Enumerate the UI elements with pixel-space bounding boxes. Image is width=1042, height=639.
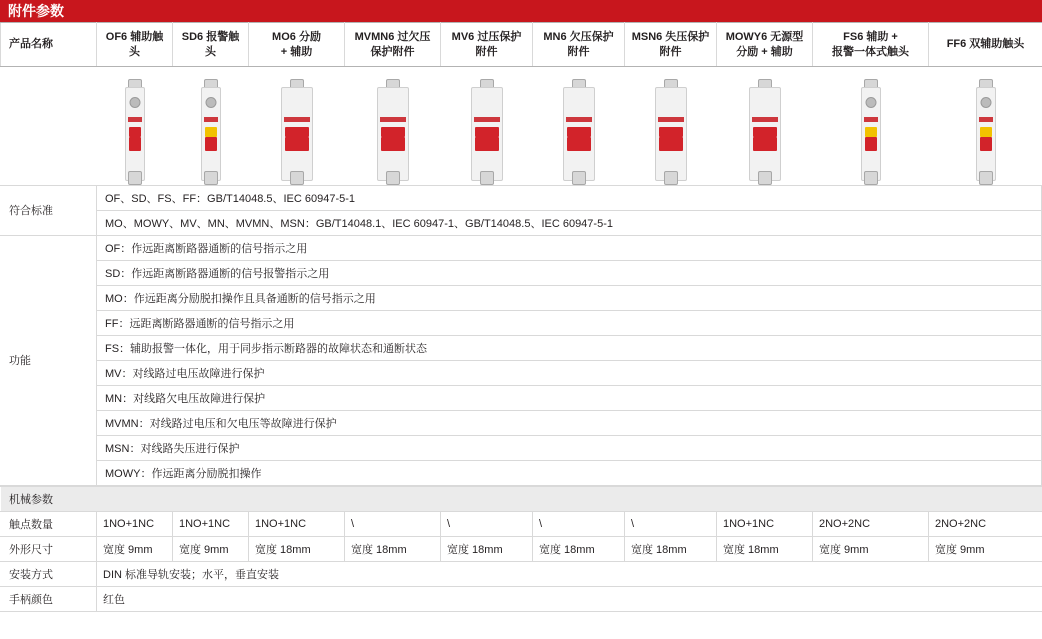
mounting-row — [1, 561, 1042, 586]
handle-color-label: 手柄颜色 — [1, 586, 97, 611]
standards-row-1 — [1, 210, 1042, 235]
product-image-cell-9 — [929, 67, 1042, 185]
dimension-cell-1: 宽度 9mm — [173, 536, 249, 561]
dimension-cell-5: 宽度 18mm — [533, 536, 625, 561]
function-value-2: MO：作远距离分励脱扣操作且具备通断的信号指示之用 — [97, 285, 1042, 310]
contact-count-cell-6: \ — [625, 511, 717, 536]
device-illustration-3 — [345, 73, 441, 185]
contact-count-cell-9: 2NO+2NC — [929, 511, 1042, 536]
product-image-cell-4 — [441, 67, 533, 185]
function-value-6: MN：对线路欠电压故障进行保护 — [97, 385, 1042, 410]
function-row-8 — [1, 435, 1042, 460]
mechanical-table — [0, 486, 1042, 612]
product-image-cell-2 — [249, 67, 345, 185]
function-row-2 — [1, 285, 1042, 310]
function-value-9: MOWY：作远距离分励脱扣操作 — [97, 460, 1042, 485]
device-illustration-9 — [929, 73, 1042, 185]
header-col-1: SD6 报警触头 — [173, 23, 249, 67]
page-title-bar — [0, 0, 1042, 22]
function-value-7: MVMN：对线路过电压和欠电压等故障进行保护 — [97, 410, 1042, 435]
function-value-8: MSN：对线路失压进行保护 — [97, 435, 1042, 460]
contact-count-cell-5: \ — [533, 511, 625, 536]
product-image-cell-1 — [173, 67, 249, 185]
mechanical-section-row — [1, 486, 1042, 511]
dimension-cell-8: 宽度 9mm — [813, 536, 929, 561]
dimension-cell-6: 宽度 18mm — [625, 536, 717, 561]
function-value-3: FF：远距离断路器通断的信号指示之用 — [97, 310, 1042, 335]
product-image-cell-5 — [533, 67, 625, 185]
dimension-label: 外形尺寸 — [1, 536, 97, 561]
header-col-3: MVMN6 过欠压 保护附件 — [345, 23, 441, 67]
contact-count-cell-1: 1NO+1NC — [173, 511, 249, 536]
device-illustration-8 — [813, 73, 929, 185]
function-value-4: FS：辅助报警一体化，用于同步指示断路器的故障状态和通断状态 — [97, 335, 1042, 360]
function-row-6 — [1, 385, 1042, 410]
contact-count-label: 触点数量 — [1, 511, 97, 536]
standards-functions-table — [0, 185, 1042, 486]
dimension-row — [1, 536, 1042, 561]
function-row-5 — [1, 360, 1042, 385]
function-label: 功能 — [1, 235, 97, 485]
device-illustration-7 — [717, 73, 813, 185]
header-col-5: MN6 欠压保护 附件 — [533, 23, 625, 67]
dimension-cell-0: 宽度 9mm — [97, 536, 173, 561]
device-illustration-6 — [625, 73, 717, 185]
function-row-0 — [1, 235, 1042, 260]
function-row-4 — [1, 335, 1042, 360]
product-image-cell-3 — [345, 67, 441, 185]
dimension-cell-3: 宽度 18mm — [345, 536, 441, 561]
function-row-1 — [1, 260, 1042, 285]
dimension-cell-4: 宽度 18mm — [441, 536, 533, 561]
standards-label: 符合标准 — [1, 185, 97, 235]
standards-value-0: OF、SD、FS、FF：GB/T14048.5、IEC 60947-5-1 — [97, 185, 1042, 210]
product-image-cell-6 — [625, 67, 717, 185]
product-image-row — [1, 67, 1042, 185]
header-col-0: OF6 辅助触头 — [97, 23, 173, 67]
header-col-6: MSN6 失压保护 附件 — [625, 23, 717, 67]
product-header-row — [1, 23, 1042, 67]
product-image-cell-8 — [813, 67, 929, 185]
dimension-cell-2: 宽度 18mm — [249, 536, 345, 561]
product-table — [0, 22, 1042, 185]
device-illustration-4 — [441, 73, 533, 185]
header-col-7: MOWY6 无源型 分励 + 辅助 — [717, 23, 813, 67]
header-col-8: FS6 辅助 + 报警一体式触头 — [813, 23, 929, 67]
contact-count-cell-7: 1NO+1NC — [717, 511, 813, 536]
function-row-7 — [1, 410, 1042, 435]
product-image-cell-0 — [97, 67, 173, 185]
device-illustration-1 — [173, 73, 249, 185]
standards-row-0 — [1, 185, 1042, 210]
function-row-3 — [1, 310, 1042, 335]
function-value-1: SD：作远距离断路器通断的信号报警指示之用 — [97, 260, 1042, 285]
header-product-name: 产品名称 — [1, 23, 97, 67]
contact-count-cell-3: \ — [345, 511, 441, 536]
dimension-cell-7: 宽度 18mm — [717, 536, 813, 561]
dimension-cell-9: 宽度 9mm — [929, 536, 1042, 561]
page-title: 附件参数 — [8, 3, 64, 19]
function-row-9 — [1, 460, 1042, 485]
contact-count-row — [1, 511, 1042, 536]
handle-color-row — [1, 586, 1042, 611]
standards-value-1: MO、MOWY、MV、MN、MVMN、MSN：GB/T14048.1、IEC 60947-1、GB/T14048.5、IEC 60947-5-1 — [97, 210, 1042, 235]
contact-count-cell-4: \ — [441, 511, 533, 536]
device-illustration-0 — [97, 73, 173, 185]
function-value-0: OF：作远距离断路器通断的信号指示之用 — [97, 235, 1042, 260]
header-col-2: MO6 分励 + 辅助 — [249, 23, 345, 67]
handle-color-value: 红色 — [97, 586, 1042, 611]
mechanical-section-title: 机械参数 — [1, 486, 1042, 511]
product-image-cell-7 — [717, 67, 813, 185]
header-col-4: MV6 过压保护 附件 — [441, 23, 533, 67]
device-illustration-5 — [533, 73, 625, 185]
device-illustration-2 — [249, 73, 345, 185]
contact-count-cell-8: 2NO+2NC — [813, 511, 929, 536]
function-value-5: MV：对线路过电压故障进行保护 — [97, 360, 1042, 385]
mounting-label: 安装方式 — [1, 561, 97, 586]
contact-count-cell-2: 1NO+1NC — [249, 511, 345, 536]
header-col-9: FF6 双辅助触头 — [929, 23, 1042, 67]
contact-count-cell-0: 1NO+1NC — [97, 511, 173, 536]
mounting-value: DIN 标准导轨安装；水平，垂直安装 — [97, 561, 1042, 586]
image-row-spacer — [1, 67, 97, 185]
